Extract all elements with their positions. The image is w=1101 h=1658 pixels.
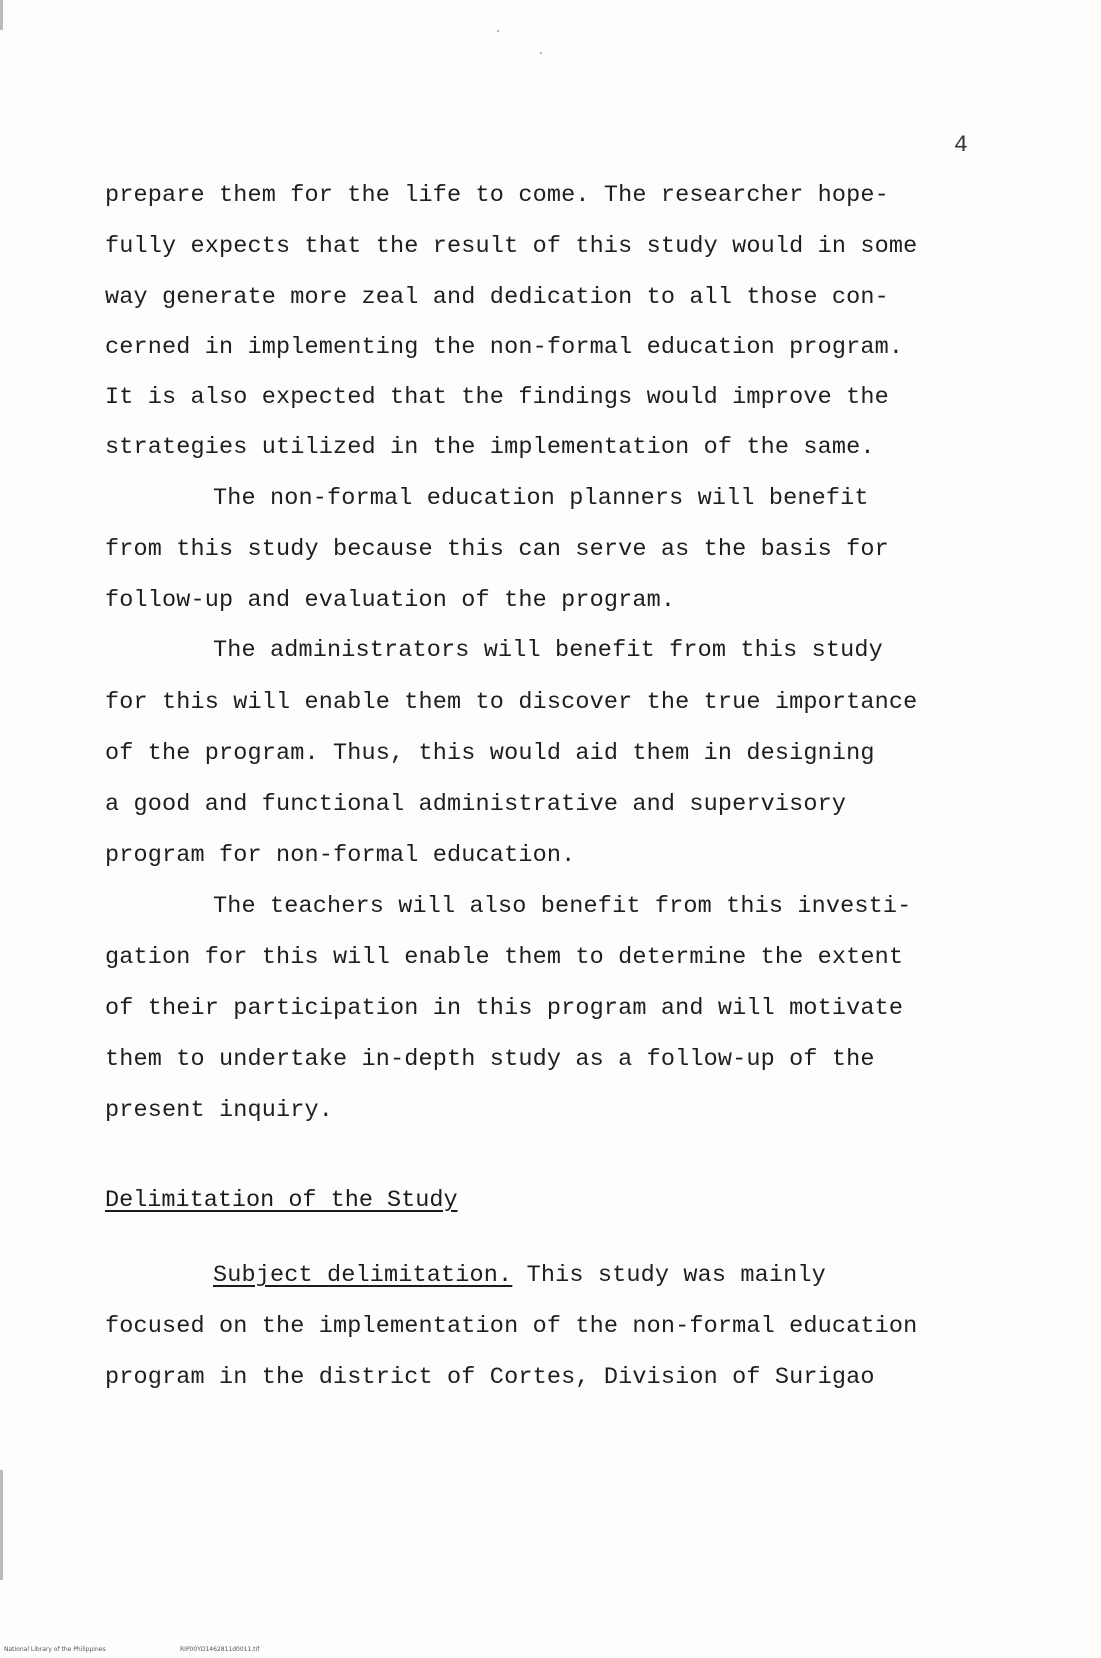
- body-line: fully expects that the result of this study would in some: [105, 233, 918, 260]
- body-line: gation for this will enable them to determine the extent: [105, 944, 904, 971]
- scan-speck: [540, 52, 542, 54]
- body-line: strategies utilized in the implementation of the same.: [105, 434, 875, 461]
- body-line: The non-formal education planners will benefit: [213, 485, 869, 512]
- body-line: program in the district of Cortes, Division of Surigao: [105, 1364, 875, 1391]
- scan-edge-mark: [0, 1470, 3, 1580]
- body-line: follow-up and evaluation of the program.: [105, 587, 676, 614]
- body-line: focused on the implementation of the non-formal education: [105, 1313, 918, 1340]
- body-line: present inquiry.: [105, 1097, 334, 1124]
- body-line: It is also expected that the findings would improve the: [105, 384, 889, 411]
- footer-file-id: RIP00YD1462811d0011.tif: [180, 1646, 260, 1653]
- body-line: of the program. Thus, this would aid them in designing: [105, 740, 875, 767]
- page-number: 4: [954, 132, 968, 158]
- footer-library: National Library of the Philippines: [4, 1646, 106, 1653]
- body-line: prepare them for the life to come. The researcher hope-: [105, 182, 889, 209]
- body-line: for this will enable them to discover the true importance: [105, 689, 918, 716]
- body-line: The teachers will also benefit from this investi-: [213, 893, 912, 920]
- body-line: The administrators will benefit from this study: [213, 637, 883, 664]
- body-line: a good and functional administrative and supervisory: [105, 791, 847, 818]
- subsection-line: [213, 1262, 826, 1289]
- body-line: way generate more zeal and dedication to all those con-: [105, 284, 889, 311]
- subsection-heading: Subject delimitation.: [213, 1262, 513, 1289]
- scan-edge-mark: [0, 0, 3, 30]
- body-line: program for non-formal education.: [105, 842, 576, 869]
- body-line: of their participation in this program and will motivate: [105, 995, 904, 1022]
- subsection-text: This study was mainly: [512, 1262, 826, 1289]
- body-line: them to undertake in-depth study as a follow-up of the: [105, 1046, 875, 1073]
- scan-speck: [497, 30, 499, 32]
- section-heading: Delimitation of the Study: [105, 1187, 458, 1214]
- body-line: from this study because this can serve as the basis for: [105, 536, 889, 563]
- body-line: cerned in implementing the non-formal education program.: [105, 334, 904, 361]
